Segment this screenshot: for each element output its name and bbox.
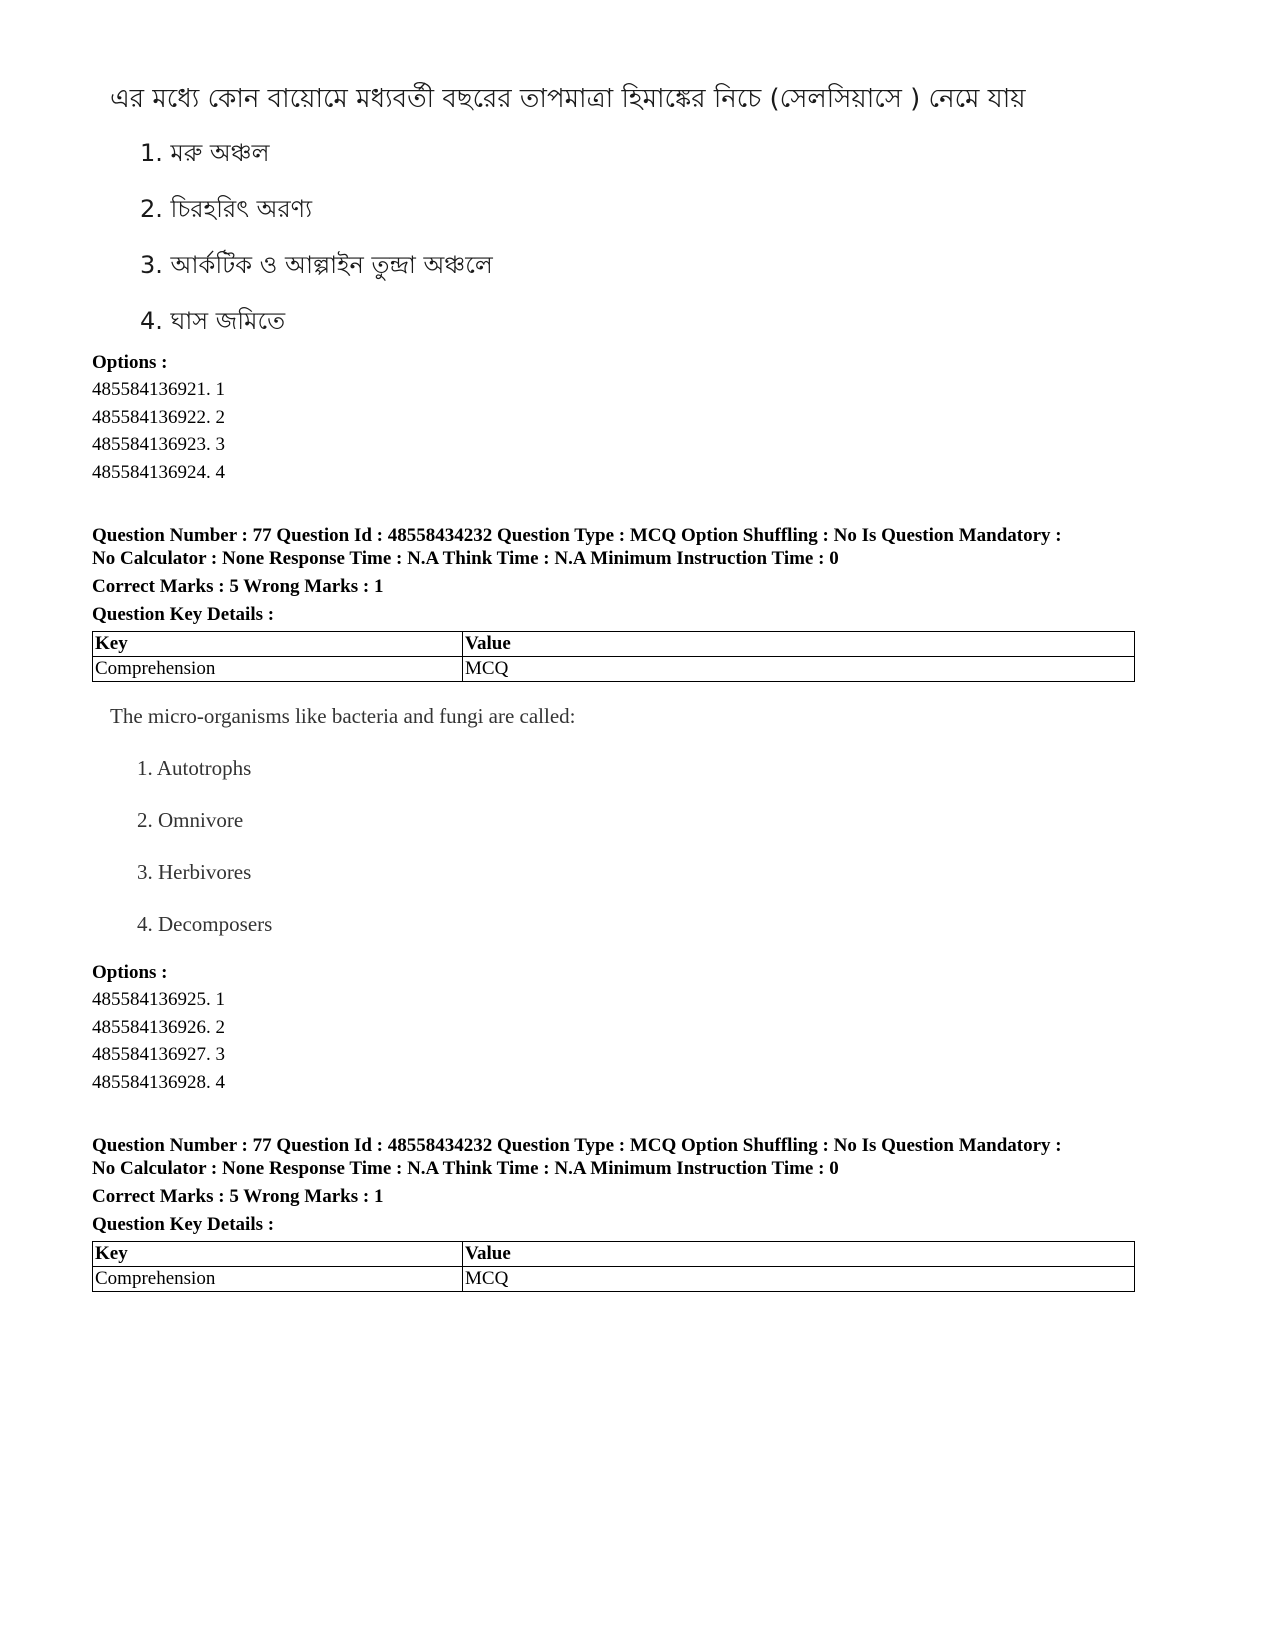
- key-value-table: [92, 631, 1135, 682]
- table-row: [93, 657, 1135, 682]
- choice-2: 2. Omnivore: [137, 808, 244, 832]
- option-item: 485584136928. 4: [92, 1072, 225, 1093]
- choice-1: 1. মরু অঞ্চল: [140, 139, 270, 167]
- question-stem: এর মধ্যে কোন বায়োমে মধ্যবর্তী বছরের তাপমাত্রা হিমাঙ্কের নিচে (সেলসিয়াসে ) নেমে যায়: [110, 84, 1026, 114]
- choice-4: 4. Decomposers: [137, 912, 273, 936]
- choice-1: 1. Autotrophs: [137, 756, 252, 780]
- option-item: 485584136922. 2: [92, 407, 225, 428]
- table-row: [93, 1267, 1135, 1292]
- question-meta-line2: No Calculator : None Response Time : N.A Think Time : N.A Minimum Instruction Time : 0: [92, 1158, 839, 1179]
- options-label: Options :: [92, 962, 168, 983]
- question-image-bengali: [0, 0, 1275, 350]
- table-cell-value: MCQ: [463, 1267, 1135, 1292]
- table-cell-key: Comprehension: [93, 657, 463, 682]
- choice-2: 2. চিরহরিৎ অরণ্য: [140, 195, 313, 223]
- question-key-details-label: Question Key Details :: [92, 604, 275, 625]
- question-meta-line2: No Calculator : None Response Time : N.A Think Time : N.A Minimum Instruction Time : 0: [92, 548, 839, 569]
- option-item: 485584136927. 3: [92, 1044, 225, 1065]
- table-header-row: [93, 632, 1135, 657]
- question-key-details-label: Question Key Details :: [92, 1214, 275, 1235]
- question-marks: Correct Marks : 5 Wrong Marks : 1: [92, 1186, 384, 1207]
- option-item: 485584136924. 4: [92, 462, 225, 483]
- option-item: 485584136923. 3: [92, 434, 225, 455]
- table-header-row: [93, 1242, 1135, 1267]
- table-cell-value: MCQ: [463, 657, 1135, 682]
- choice-4: 4. ঘাস জমিতে: [140, 307, 286, 335]
- question-meta-line1: Question Number : 77 Question Id : 48558434232 Question Type : MCQ Option Shuffling : No Is Question Mandatory :: [92, 525, 1062, 546]
- choice-3: 3. Herbivores: [137, 860, 252, 884]
- option-item: 485584136925. 1: [92, 989, 225, 1010]
- option-item: 485584136926. 2: [92, 1017, 225, 1038]
- table-header-key: Key: [93, 632, 463, 657]
- question-marks: Correct Marks : 5 Wrong Marks : 1: [92, 576, 384, 597]
- question-image-english: [0, 700, 1275, 950]
- table-cell-key: Comprehension: [93, 1267, 463, 1292]
- options-label: Options :: [92, 352, 168, 373]
- question-meta-line1: Question Number : 77 Question Id : 48558434232 Question Type : MCQ Option Shuffling : No Is Question Mandatory :: [92, 1135, 1062, 1156]
- choice-3: 3. আর্কটিক ও আল্পাইন তুন্দ্রা অঞ্চলে: [140, 251, 493, 279]
- question-stem: The micro-organisms like bacteria and fungi are called:: [110, 704, 576, 728]
- option-item: 485584136921. 1: [92, 379, 225, 400]
- table-header-key: Key: [93, 1242, 463, 1267]
- table-header-value: Value: [463, 1242, 1135, 1267]
- table-header-value: Value: [463, 632, 1135, 657]
- key-value-table: [92, 1241, 1135, 1292]
